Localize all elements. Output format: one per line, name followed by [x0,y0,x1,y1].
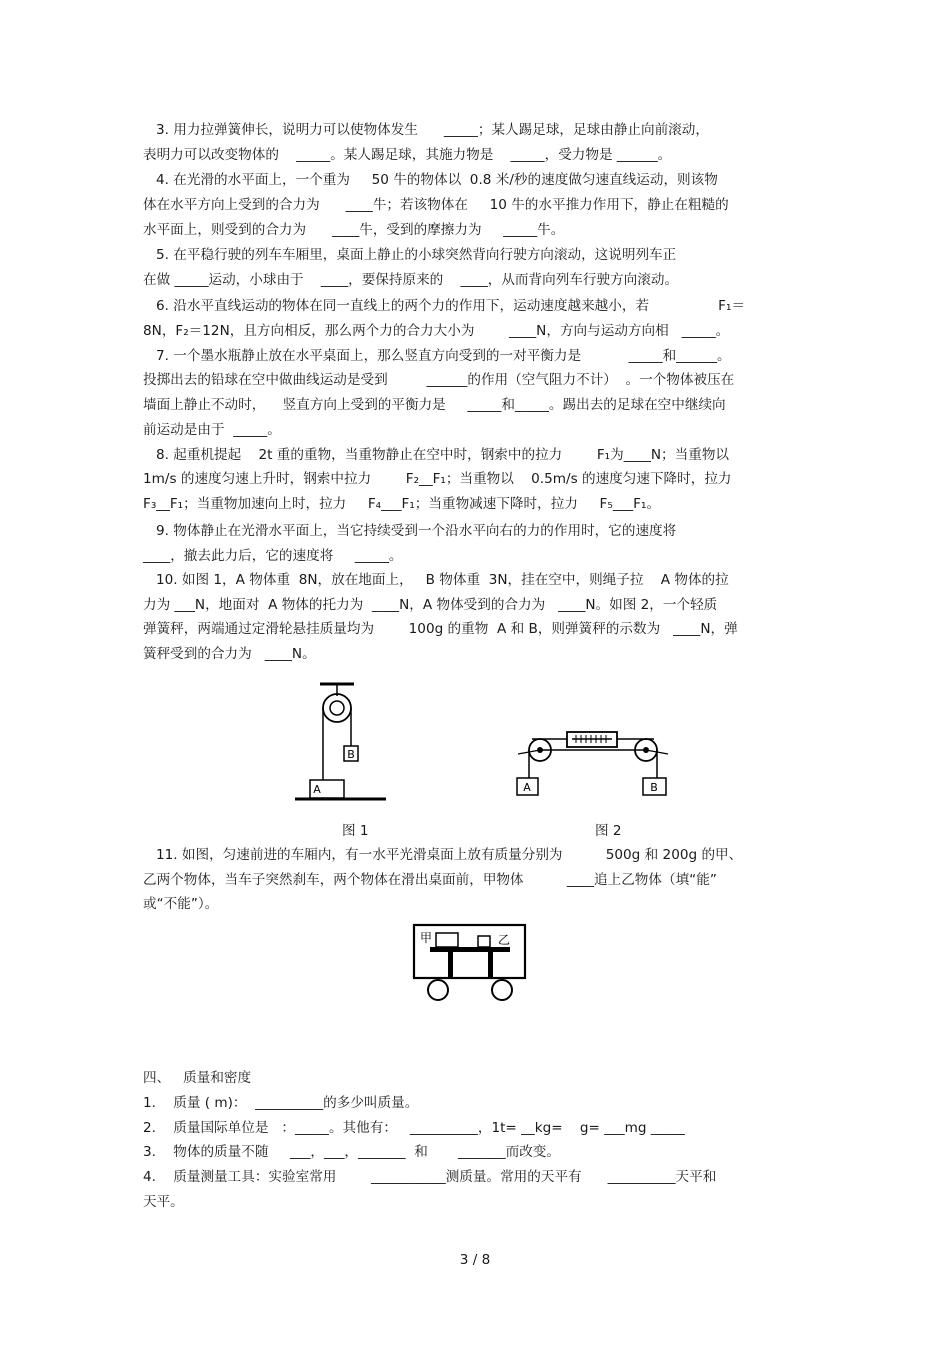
q3-line-2: 表明力可以改变物体的 _____。某人踢足球，其施力物是 _____，受力物是 ______。 [143,147,672,163]
label-a: A [523,781,531,794]
table-leg-right [488,952,493,978]
spring-scale-ticks [576,735,606,743]
object-jia [436,933,458,947]
q7-line-3: 墙面上静止不动时， 竖直方向上受到的平衡力是 _____和_____。踢出去的足球在空中继续向 [143,397,726,413]
label-b: B [650,781,658,794]
q11-line-1: 11. 如图，匀速前进的车厢内，有一水平光滑桌面上放有质量分别为 500g 和 200g 的甲、 [143,847,743,863]
label-b: B [347,748,355,761]
q8-line-3: F₃__F₁；当重物加速向上时，拉力 F₄___F₁；当重物减速下降时，拉力 F₅___F₁。 [143,496,661,512]
q6-line-1: 6. 沿水平直线运动的物体在同一直线上的两个力的作用下，运动速度越来越小，若 F₁＝ [143,298,746,314]
q11-line-3: 或“不能”）。 [143,896,219,912]
section-4-line-3: 3. 物体的质量不随 ___，___，_______ 和 _______而改变。 [143,1144,560,1160]
page-number: 3 / 8 [459,1252,491,1268]
q8-line-1: 8. 起重机提起 2t 重的重物，当重物静止在空中时，钢索中的拉力 F₁为____N；当重物以 [143,447,730,463]
q9-line-1: 9. 物体静止在光滑水平面上，当它持续受到一个沿水平向右的力的作用时，它的速度将 [143,523,677,539]
wheel-right [492,980,512,1000]
q10-line-1: 10. 如图 1，A 物体重 8N，放在地面上， B 物体重 3N，挂在空中，则绳子拉 A 物体的拉 [143,572,729,588]
label-jia: 甲 [419,931,433,945]
section-4-line-2: 2. 质量国际单位是 ：_____。其他有： __________，1t= __kg= g= ___mg _____ [143,1120,685,1136]
q9-line-2: ____，撤去此力后，它的速度将 _____。 [143,548,403,564]
q7-line-1: 7. 一个墨水瓶静止放在水平桌面上，那么竖直方向受到的一对平衡力是 _____和______。 [143,348,731,364]
pulley-wheel [323,694,351,722]
q8-line-2: 1m/s 的速度匀速上升时，钢索中拉力 F₂__F₁；当重物以 0.5m/s 的速度匀速下降时，拉力 [143,471,732,487]
figure-2-spring-scale [510,722,680,800]
q4-line-1: 4. 在光滑的水平面上，一个重为 50 牛的物体以 0.8 米/秒的速度做匀速直线运动，则该物 [143,172,718,188]
q10-line-4: 簧秤受到的合力为 ____N。 [143,646,316,662]
section-4-line-1: 1. 质量 ( m)： __________的多少叫质量。 [143,1095,419,1111]
label-yi: 乙 [497,933,511,947]
q5-line-2: 在做 _____运动，小球由于 ____，要保持原来的 ____，从而背向列车行驶方向滚动。 [143,272,679,288]
table-leg-left [448,952,453,978]
q5-line-1: 5. 在平稳行驶的列车车厢里，桌面上静止的小球突然背向行驶方向滚动，这说明列车正 [143,247,677,263]
figure-3-cart [412,922,528,1002]
figure-1-pulley [290,678,390,803]
pulley-hub [330,701,344,715]
q4-line-3: 水平面上，则受到的合力为 ____牛，受到的摩擦力为 _____牛。 [143,222,565,238]
q10-line-3: 弹簧秤，两端通过定滑轮悬挂质量均为 100g 的重物 A 和 B，则弹簧秤的示数为 ____N，弹 [143,621,738,637]
figure-2-caption: 图 2 [595,823,622,839]
object-yi [478,936,490,947]
q11-line-2: 乙两个物体，当车子突然刹车，两个物体在滑出桌面前，甲物体 ____追上乙物体（填“能” [143,872,717,888]
section-4-line-5: 天平。 [143,1194,184,1210]
q6-line-2: 8N，F₂＝12N，且方向相反，那么两个力的合力大小为 ____N，方向与运动方向相 _____。 [143,323,730,339]
wheel-left [428,980,448,1000]
q7-line-4: 前运动是由于 _____。 [143,422,281,438]
q3-line-1: 3. 用力拉弹簧伸长，说明力可以使物体发生 _____；某人踢足球，足球由静止向前滚动， [143,122,709,138]
label-a: A [313,783,321,796]
figure-1-caption: 图 1 [342,823,369,839]
tabletop [430,947,510,952]
section-4-line-4: 4. 质量测量工具：实验室常用 ___________测质量。常用的天平有 __________天平和 [143,1169,717,1185]
section-4-heading: 四、 质量和密度 [143,1070,252,1086]
q10-line-2: 力为 ___N，地面对 A 物体的托力为 ____N，A 物体受到的合力为 ____N。如图 2，一个轻质 [143,597,718,613]
q4-line-2: 体在水平方向上受到的合力为 ____牛；若该物体在 10 牛的水平推力作用下，静止在粗糙的 [143,197,729,213]
q7-line-2: 投掷出去的铅球在空中做曲线运动是受到 ______的作用（空气阻力不计） 。一个物体被压在 [143,372,735,388]
